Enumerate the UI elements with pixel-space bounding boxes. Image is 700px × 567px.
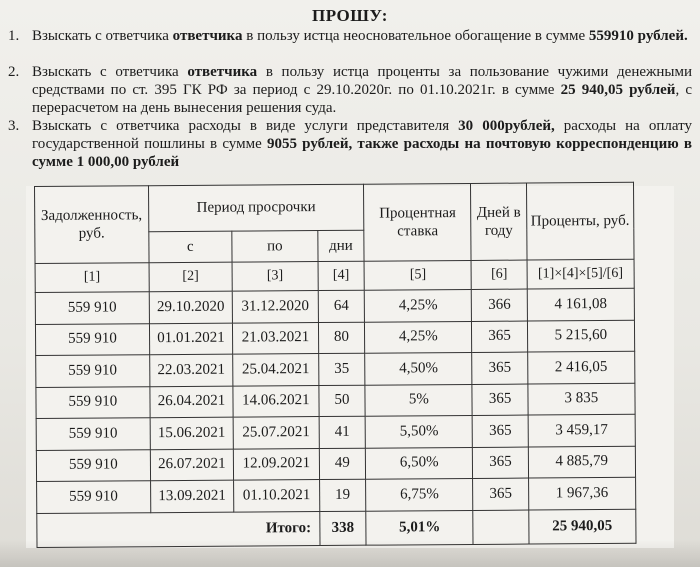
table-row xyxy=(37,477,636,513)
total-label: Итого: xyxy=(37,511,320,547)
table-index-row xyxy=(35,259,634,292)
total-amount: 25 940,05 xyxy=(528,509,636,544)
request-text-bold-run: 559910 рублей. xyxy=(588,28,688,44)
to-date-cell: 21.03.2021 xyxy=(233,322,319,354)
header-period: Период просрочки xyxy=(148,184,364,232)
photo-shadow xyxy=(0,540,700,567)
table-body xyxy=(35,288,636,513)
days-cell: 50 xyxy=(319,385,366,417)
table-row xyxy=(35,320,634,356)
days-in-year-cell: 365 xyxy=(472,384,527,416)
interest-cell: 3 835 xyxy=(528,383,636,415)
index-cell: [1] xyxy=(35,263,149,293)
days-cell: 41 xyxy=(319,416,366,448)
request-item-3 xyxy=(8,117,692,171)
days-in-year-cell: 365 xyxy=(472,352,527,384)
from-date-cell: 15.06.2021 xyxy=(150,417,234,449)
request-text-run: , с перерасчетом на день вынесения решения суда. xyxy=(32,82,692,116)
debt-cell: 559 910 xyxy=(36,386,150,418)
request-text-run: Взыскать с ответчика xyxy=(32,64,188,80)
days-in-year-cell: 365 xyxy=(473,478,528,510)
days-cell: 35 xyxy=(318,353,365,385)
total-empty-cell xyxy=(473,510,528,544)
header-interest: Проценты, руб. xyxy=(526,182,634,260)
table-row xyxy=(36,351,635,387)
interest-cell: 3 459,17 xyxy=(528,414,636,446)
rate-cell: 6,50% xyxy=(366,447,473,479)
debt-cell: 559 910 xyxy=(36,355,150,387)
from-date-cell: 13.09.2021 xyxy=(150,480,234,512)
table-row xyxy=(36,446,635,482)
days-cell: 64 xyxy=(318,290,365,322)
request-item-2 xyxy=(8,63,692,117)
to-date-cell: 25.07.2021 xyxy=(233,417,319,449)
interest-calculation-table xyxy=(34,182,637,548)
days-cell: 49 xyxy=(319,448,366,480)
header-days: дни xyxy=(317,230,364,261)
to-date-cell: 14.06.2021 xyxy=(233,385,319,417)
table-row xyxy=(36,414,635,450)
total-rate: 5,01% xyxy=(366,510,473,545)
interest-cell: 4 885,79 xyxy=(528,446,636,478)
from-date-cell: 22.03.2021 xyxy=(149,354,233,386)
request-text-run: в пользу истца неосновательное обогащение в сумме xyxy=(242,28,589,44)
header-rate: Процентная ставка xyxy=(364,183,472,261)
rate-cell: 4,25% xyxy=(365,321,472,353)
days-in-year-cell: 365 xyxy=(473,415,528,447)
request-number: 3. xyxy=(8,118,20,134)
days-cell: 80 xyxy=(318,322,365,354)
days-in-year-cell: 365 xyxy=(473,447,528,479)
days-in-year-cell: 366 xyxy=(472,289,527,321)
request-text-run: в пользу истца проценты за пользование чужими денежными средствами по ст. 395 ГК РФ за период с 29.10.2020г. по 01.10.2021г. в сумме xyxy=(32,64,693,98)
rate-cell: 4,50% xyxy=(365,352,472,384)
days-in-year-cell: 365 xyxy=(472,321,527,353)
request-text-run: расходы на оплату государственной пошлины в сумме xyxy=(32,118,692,152)
table-header-row xyxy=(35,182,634,232)
from-date-cell: 26.04.2021 xyxy=(150,386,234,418)
from-date-cell: 26.07.2021 xyxy=(150,449,234,481)
interest-cell: 2 416,05 xyxy=(527,351,635,383)
days-cell: 19 xyxy=(319,479,366,511)
table-row xyxy=(35,288,634,324)
to-date-cell: 25.04.2021 xyxy=(233,354,319,386)
request-text-bold-run: 30 000рублей, xyxy=(458,118,555,134)
header-days-in-year: Дней в году xyxy=(471,183,527,260)
total-days: 338 xyxy=(319,511,366,545)
interest-calculation-table-wrapper xyxy=(26,186,674,548)
request-text-bold-run: 25 940,05 рублей xyxy=(560,82,676,98)
request-text-run: Взыскать с ответчика расходы в виде услуги представителя xyxy=(32,118,459,134)
debt-cell: 559 910 xyxy=(36,449,150,481)
request-text-run: Взыскать с ответчика xyxy=(32,28,173,44)
index-cell: [4] xyxy=(318,261,365,290)
document-title: ПРОШУ: xyxy=(312,6,388,25)
to-date-cell: 12.09.2021 xyxy=(233,448,319,480)
from-date-cell: 29.10.2020 xyxy=(149,291,233,323)
index-cell: [5] xyxy=(364,260,471,290)
request-item-1 xyxy=(8,27,692,45)
header-debt: Задолженность, руб. xyxy=(35,186,149,264)
index-cell: [3] xyxy=(232,262,318,292)
rate-cell: 5,50% xyxy=(365,415,472,447)
debt-cell: 559 910 xyxy=(35,292,149,324)
rate-cell: 5% xyxy=(365,384,472,416)
table-row xyxy=(36,383,635,419)
to-date-cell: 01.10.2021 xyxy=(234,480,320,512)
request-text xyxy=(32,63,692,117)
header-to: по xyxy=(232,231,318,263)
request-text xyxy=(32,117,692,171)
interest-cell: 5 215,60 xyxy=(527,320,635,352)
rate-cell: 6,75% xyxy=(366,478,473,510)
interest-cell: 4 161,08 xyxy=(527,288,635,320)
index-cell: [6] xyxy=(471,260,526,289)
rate-cell: 4,25% xyxy=(364,289,471,321)
request-number: 2. xyxy=(8,64,20,80)
request-text-bold-run: ответчика xyxy=(172,28,243,44)
to-date-cell: 31.12.2020 xyxy=(232,291,318,323)
interest-cell: 1 967,36 xyxy=(528,477,636,509)
request-number: 1. xyxy=(8,28,20,44)
from-date-cell: 01.01.2021 xyxy=(149,323,233,355)
debt-cell: 559 910 xyxy=(35,323,149,355)
header-from: с xyxy=(149,231,233,263)
index-cell: [2] xyxy=(149,262,233,292)
request-text-bold-run: ответчика xyxy=(187,64,258,80)
request-text-bold-run: 9055 рублей, также расходы на почтовую корреспонденцию в сумме 1 000,00 рублей xyxy=(32,136,692,170)
request-text xyxy=(32,27,692,45)
debt-cell: 559 910 xyxy=(36,418,150,450)
debt-cell: 559 910 xyxy=(37,481,151,513)
index-cell: [1]×[4]×[5]/[6] xyxy=(527,259,634,289)
